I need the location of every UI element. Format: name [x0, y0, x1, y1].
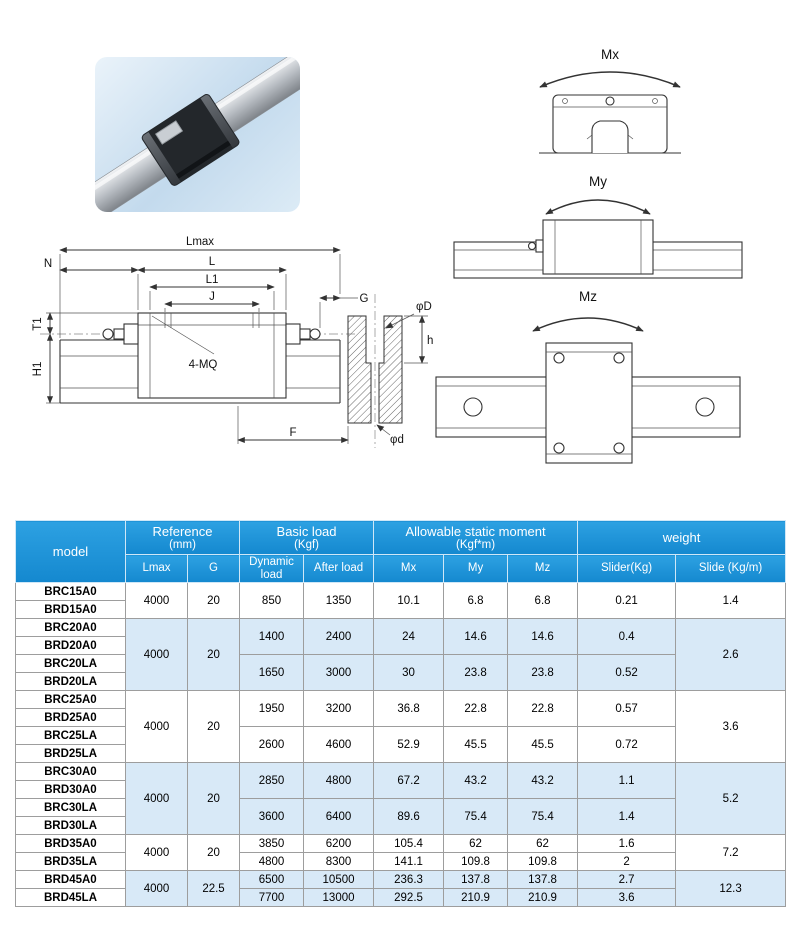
- mz-cell: 22.8: [508, 691, 578, 727]
- dynamic-load-cell: 7700: [240, 889, 304, 907]
- slider-weight-cell: 1.1: [578, 763, 676, 799]
- mx-cell: 52.9: [374, 727, 444, 763]
- g-cell: 20: [188, 619, 240, 691]
- mx-label: Mx: [601, 47, 619, 62]
- my-cell: 43.2: [444, 763, 508, 799]
- header-group-reference: [126, 521, 240, 555]
- dim-label-l1: L1: [205, 274, 219, 286]
- header-group-static-moment: [374, 521, 578, 555]
- dim-label-g: G: [359, 293, 369, 305]
- g-cell: 22.5: [188, 871, 240, 907]
- slider-weight-cell: 1.4: [578, 799, 676, 835]
- slider-weight-cell: 0.4: [578, 619, 676, 655]
- model-cell: BRD35A0: [16, 835, 126, 853]
- dim-label-h: h: [427, 335, 434, 347]
- my-cell: 75.4: [444, 799, 508, 835]
- mx-cell: 24: [374, 619, 444, 655]
- slide-weight-cell: 3.6: [676, 691, 786, 763]
- table-row-brc25a0: [16, 691, 786, 709]
- dynamic-load-cell: 2600: [240, 727, 304, 763]
- dynamic-load-cell: 1650: [240, 655, 304, 691]
- slide-weight-cell: 2.6: [676, 619, 786, 691]
- spec-table-head: [16, 521, 786, 583]
- table-row-brc20a0: [16, 619, 786, 637]
- header-group-sub: (mm): [169, 539, 196, 551]
- after-load-cell: 6400: [304, 799, 374, 835]
- model-cell: BRD30A0: [16, 781, 126, 799]
- model-cell: BRD35LA: [16, 853, 126, 871]
- header-group-title: Basic load: [276, 524, 337, 539]
- slide-weight-cell: 1.4: [676, 583, 786, 619]
- mz-cell: 43.2: [508, 763, 578, 799]
- header-col-7: Slider(Kg): [578, 555, 676, 583]
- table-row-brd45a0: [16, 871, 786, 889]
- my-cell: 210.9: [444, 889, 508, 907]
- model-cell: BRC15A0: [16, 583, 126, 601]
- g-cell: 20: [188, 835, 240, 871]
- dim-label-phid: φd: [390, 434, 404, 446]
- block-side-view: [529, 220, 654, 274]
- model-cell: BRC20A0: [16, 619, 126, 637]
- mx-cell: 105.4: [374, 835, 444, 853]
- table-row-brc30a0: [16, 763, 786, 781]
- model-cell: BRD45A0: [16, 871, 126, 889]
- model-cell: BRC30A0: [16, 763, 126, 781]
- lmax-cell: 4000: [126, 619, 188, 691]
- lmax-cell: 4000: [126, 583, 188, 619]
- dynamic-load-cell: 1950: [240, 691, 304, 727]
- mx-cell: 292.5: [374, 889, 444, 907]
- my-cell: 45.5: [444, 727, 508, 763]
- after-load-cell: 4800: [304, 763, 374, 799]
- header-col-8: Slide (Kg/m): [676, 555, 786, 583]
- dynamic-load-cell: 4800: [240, 853, 304, 871]
- slider-weight-cell: 3.6: [578, 889, 676, 907]
- table-row-brc15a0: [16, 583, 786, 601]
- lmax-cell: 4000: [126, 763, 188, 835]
- slide-weight-cell: 5.2: [676, 763, 786, 835]
- my-cell: 14.6: [444, 619, 508, 655]
- block-top-view: [546, 343, 632, 463]
- mx-cell: 236.3: [374, 871, 444, 889]
- header-group-title: weight: [662, 530, 701, 545]
- dynamic-load-cell: 6500: [240, 871, 304, 889]
- mx-cell: 141.1: [374, 853, 444, 871]
- my-cell: 22.8: [444, 691, 508, 727]
- header-col-3: After load: [304, 555, 374, 583]
- my-cell: 137.8: [444, 871, 508, 889]
- mz-cell: 6.8: [508, 583, 578, 619]
- model-cell: BRC25A0: [16, 691, 126, 709]
- dynamic-load-cell: 850: [240, 583, 304, 619]
- slider-weight-cell: 2: [578, 853, 676, 871]
- dim-label-j: J: [209, 291, 215, 303]
- slider-weight-cell: 0.52: [578, 655, 676, 691]
- mz-cell: 62: [508, 835, 578, 853]
- slider-weight-cell: 0.57: [578, 691, 676, 727]
- my-cell: 6.8: [444, 583, 508, 619]
- mx-cell: 89.6: [374, 799, 444, 835]
- mz-cell: 210.9: [508, 889, 578, 907]
- header-col-0: Lmax: [126, 555, 188, 583]
- mx-moment-diagram: [515, 45, 695, 175]
- after-load-cell: 13000: [304, 889, 374, 907]
- rail-and-block: [95, 57, 300, 212]
- mx-cell: 67.2: [374, 763, 444, 799]
- model-cell: BRC30LA: [16, 799, 126, 817]
- mz-rotation-arrow-icon: [533, 318, 643, 331]
- grease-nipple-right: [286, 324, 320, 344]
- header-col-1: G: [188, 555, 240, 583]
- mz-cell: 109.8: [508, 853, 578, 871]
- dynamic-load-cell: 2850: [240, 763, 304, 799]
- g-cell: 20: [188, 583, 240, 619]
- dim-label-n: N: [43, 258, 53, 270]
- mx-cell: 30: [374, 655, 444, 691]
- my-cell: 62: [444, 835, 508, 853]
- slider-weight-cell: 0.21: [578, 583, 676, 619]
- model-cell: BRC20LA: [16, 655, 126, 673]
- model-cell: BRD30LA: [16, 817, 126, 835]
- my-cell: 23.8: [444, 655, 508, 691]
- model-cell: BRC25LA: [16, 727, 126, 745]
- mz-cell: 45.5: [508, 727, 578, 763]
- mz-moment-diagram: [428, 285, 748, 470]
- mz-cell: 14.6: [508, 619, 578, 655]
- dim-label-lmax: Lmax: [185, 236, 215, 248]
- my-cell: 109.8: [444, 853, 508, 871]
- after-load-cell: 10500: [304, 871, 374, 889]
- carriage-block-side-view: [138, 313, 286, 398]
- slider-weight-cell: 2.7: [578, 871, 676, 889]
- header-col-5: My: [444, 555, 508, 583]
- after-load-cell: 2400: [304, 619, 374, 655]
- dimension-drawing: [18, 228, 448, 473]
- after-load-cell: 4600: [304, 727, 374, 763]
- header-col-4: Mx: [374, 555, 444, 583]
- mz-cell: 137.8: [508, 871, 578, 889]
- dim-label-f: F: [289, 427, 297, 439]
- my-moment-diagram: [448, 172, 748, 302]
- model-cell: BRD45LA: [16, 889, 126, 907]
- lmax-cell: 4000: [126, 835, 188, 871]
- model-cell: BRD20A0: [16, 637, 126, 655]
- header-col-6: Mz: [508, 555, 578, 583]
- grease-nipple-left: [103, 324, 138, 344]
- after-load-cell: 3000: [304, 655, 374, 691]
- lmax-cell: 4000: [126, 691, 188, 763]
- mz-cell: 75.4: [508, 799, 578, 835]
- mx-cell: 10.1: [374, 583, 444, 619]
- dynamic-load-cell: 1400: [240, 619, 304, 655]
- spec-table-container: [15, 520, 786, 907]
- header-col-2: Dynamic load: [240, 555, 304, 583]
- header-group-title: Reference: [152, 524, 213, 539]
- block-front-view: [539, 95, 681, 153]
- header-model: model: [16, 521, 126, 583]
- dim-label-l: L: [208, 256, 216, 268]
- spec-table: [15, 520, 786, 907]
- rail-photo-illustration: [95, 57, 300, 212]
- table-row-brd35a0: [16, 835, 786, 853]
- header-group-sub: (Kgf): [294, 539, 319, 551]
- dim-label-t1: T1: [32, 317, 44, 331]
- after-load-cell: 6200: [304, 835, 374, 853]
- header-group-weight: [578, 521, 786, 555]
- my-rotation-arrow-icon: [546, 200, 650, 214]
- header-group-sub: (Kgf*m): [456, 539, 496, 551]
- my-label: My: [589, 174, 607, 189]
- model-cell: BRD25LA: [16, 745, 126, 763]
- dim-label-h1: H1: [32, 361, 44, 377]
- mx-rotation-arrow-icon: [540, 72, 680, 87]
- g-cell: 20: [188, 691, 240, 763]
- model-cell: BRD25A0: [16, 709, 126, 727]
- slider-weight-cell: 1.6: [578, 835, 676, 853]
- lmax-cell: 4000: [126, 871, 188, 907]
- product-photo: [95, 57, 300, 212]
- model-cell: BRD15A0: [16, 601, 126, 619]
- g-cell: 20: [188, 763, 240, 835]
- slide-weight-cell: 12.3: [676, 871, 786, 907]
- slide-weight-cell: 7.2: [676, 835, 786, 871]
- dynamic-load-cell: 3850: [240, 835, 304, 853]
- spec-table-body: [16, 583, 786, 907]
- slider-weight-cell: 0.72: [578, 727, 676, 763]
- header-group-title: Allowable static moment: [405, 524, 546, 539]
- model-cell: BRD20LA: [16, 673, 126, 691]
- header-group-basic-load: [240, 521, 374, 555]
- dim-label-phiD: φD: [416, 301, 432, 313]
- after-load-cell: 3200: [304, 691, 374, 727]
- after-load-cell: 8300: [304, 853, 374, 871]
- mz-cell: 23.8: [508, 655, 578, 691]
- dynamic-load-cell: 3600: [240, 799, 304, 835]
- mz-label: Mz: [579, 289, 597, 304]
- mx-cell: 36.8: [374, 691, 444, 727]
- dim-label-4mq: 4-MQ: [188, 359, 218, 371]
- after-load-cell: 1350: [304, 583, 374, 619]
